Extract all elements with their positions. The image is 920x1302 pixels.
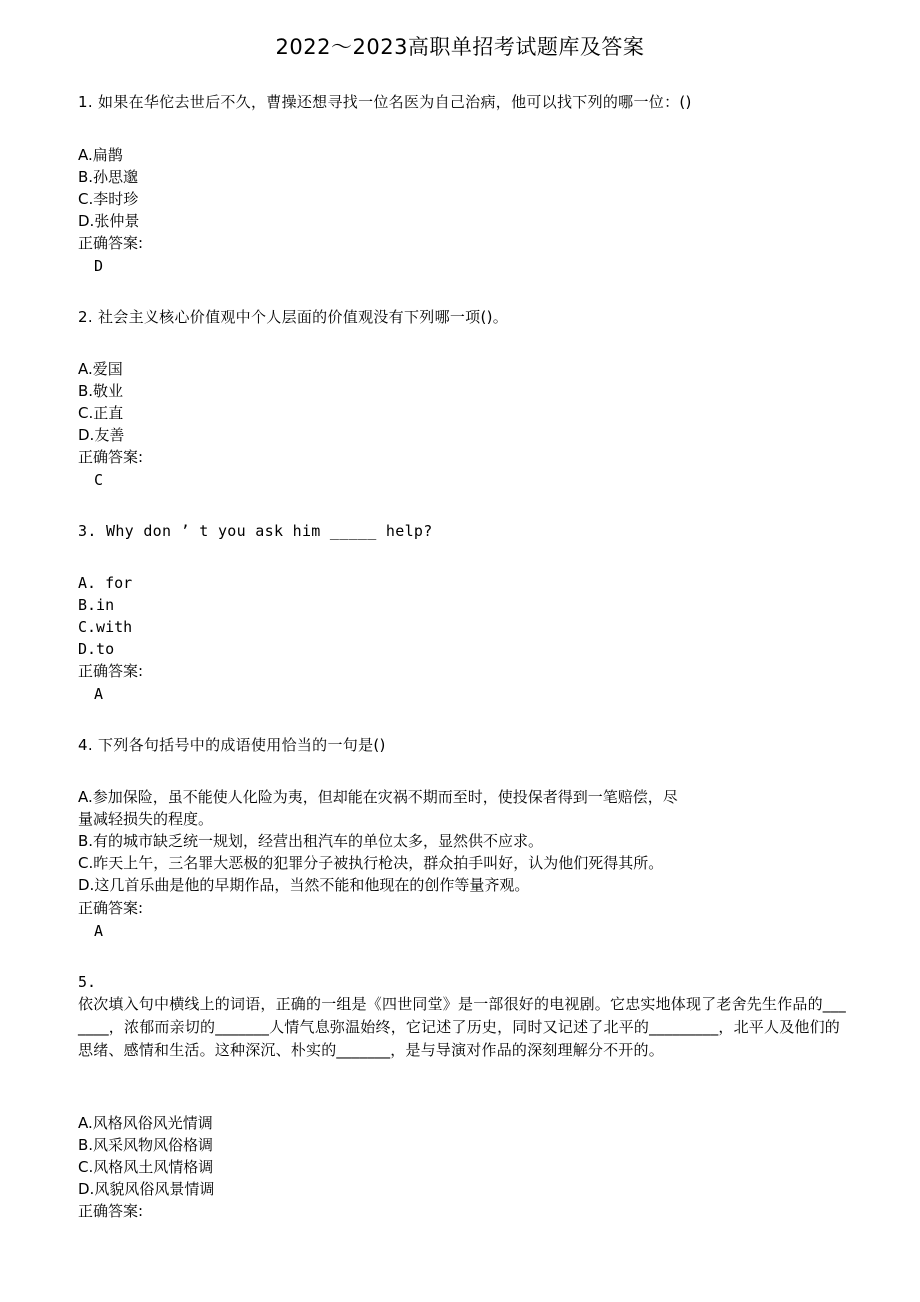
question-5-number: 5.: [78, 973, 97, 991]
question-2-option-a: A.爱国: [78, 360, 123, 378]
question-1-option-b: B.孙思邈: [78, 168, 139, 186]
question-1-option-d: D.张仲景: [78, 212, 140, 230]
question-3-option-d: D.to: [78, 640, 115, 658]
question-2-answer: C: [94, 471, 104, 489]
question-4-answer-label: 正确答案:: [78, 899, 144, 917]
question-3-option-c: C.with: [78, 618, 133, 636]
question-3-answer: A: [94, 685, 104, 703]
question-5-option-c: C.风格风土风情格调: [78, 1158, 214, 1176]
question-1-answer-label: 正确答案:: [78, 234, 144, 252]
question-5-option-d: D.风貌风俗风景情调: [78, 1180, 215, 1198]
question-2-answer-label: 正确答案:: [78, 448, 144, 466]
question-4-answer: A: [94, 922, 104, 940]
question-4-option-c: C.昨天上午，三名罪大恶极的犯罪分子被执行枪决，群众拍手叫好，认为他们死得其所。: [78, 854, 664, 872]
document-title: 2022～2023高职单招考试题库及答案: [275, 35, 645, 59]
question-5-stem: 依次填入句中横线上的词语，正确的一组是《四世同堂》是一部很好的电视剧。它忠实地体现了老舍先生作品的_______，浓郁而亲切的_______人情气息弥温始终，它记述了历史，同时又记述了北平的_________，北平人及他们的思绪、感情和生活。这种深沉、朴实的_______，是与导演对作品的深刻理解分不开的。: [78, 995, 846, 1059]
question-4-option-a-continued: 量减轻损失的程度。: [78, 810, 214, 828]
question-1-stem: 1. 如果在华佗去世后不久，曹操还想寻找一位名医为自己治病，他可以找下列的哪一位：(): [78, 93, 692, 111]
question-4-option-b: B.有的城市缺乏统一规划，经营出租汽车的单位太多，显然供不应求。: [78, 832, 544, 850]
question-5-option-a: A.风格风俗风光情调: [78, 1114, 213, 1132]
question-4-option-a: A.参加保险，虽不能使人化险为夷，但却能在灾祸不期而至时，使投保者得到一笔赔偿，尽: [78, 788, 678, 806]
question-5-option-b: B.风采风物风俗格调: [78, 1136, 214, 1154]
question-2-option-b: B.敬业: [78, 382, 124, 400]
question-1-answer: D: [94, 257, 104, 275]
question-2-option-d: D.友善: [78, 426, 125, 444]
question-4-option-d: D.这几首乐曲是他的早期作品，当然不能和他现在的创作等量齐观。: [78, 876, 530, 894]
question-2-option-c: C.正直: [78, 404, 124, 422]
question-1-option-a: A.扁鹊: [78, 146, 123, 164]
question-3-answer-label: 正确答案:: [78, 662, 144, 680]
question-5-answer-label: 正确答案:: [78, 1202, 144, 1220]
question-4-stem: 4. 下列各句括号中的成语使用恰当的一句是(): [78, 736, 386, 754]
question-1-option-c: C.李时珍: [78, 190, 139, 208]
question-3-option-b: B.in: [78, 596, 115, 614]
question-2-stem: 2. 社会主义核心价值观中个人层面的价值观没有下列哪一项()。: [78, 308, 509, 326]
question-3-option-a: A. for: [78, 574, 133, 592]
question-3-stem: 3. Why don ’ t you ask him _____ help?: [78, 522, 433, 540]
